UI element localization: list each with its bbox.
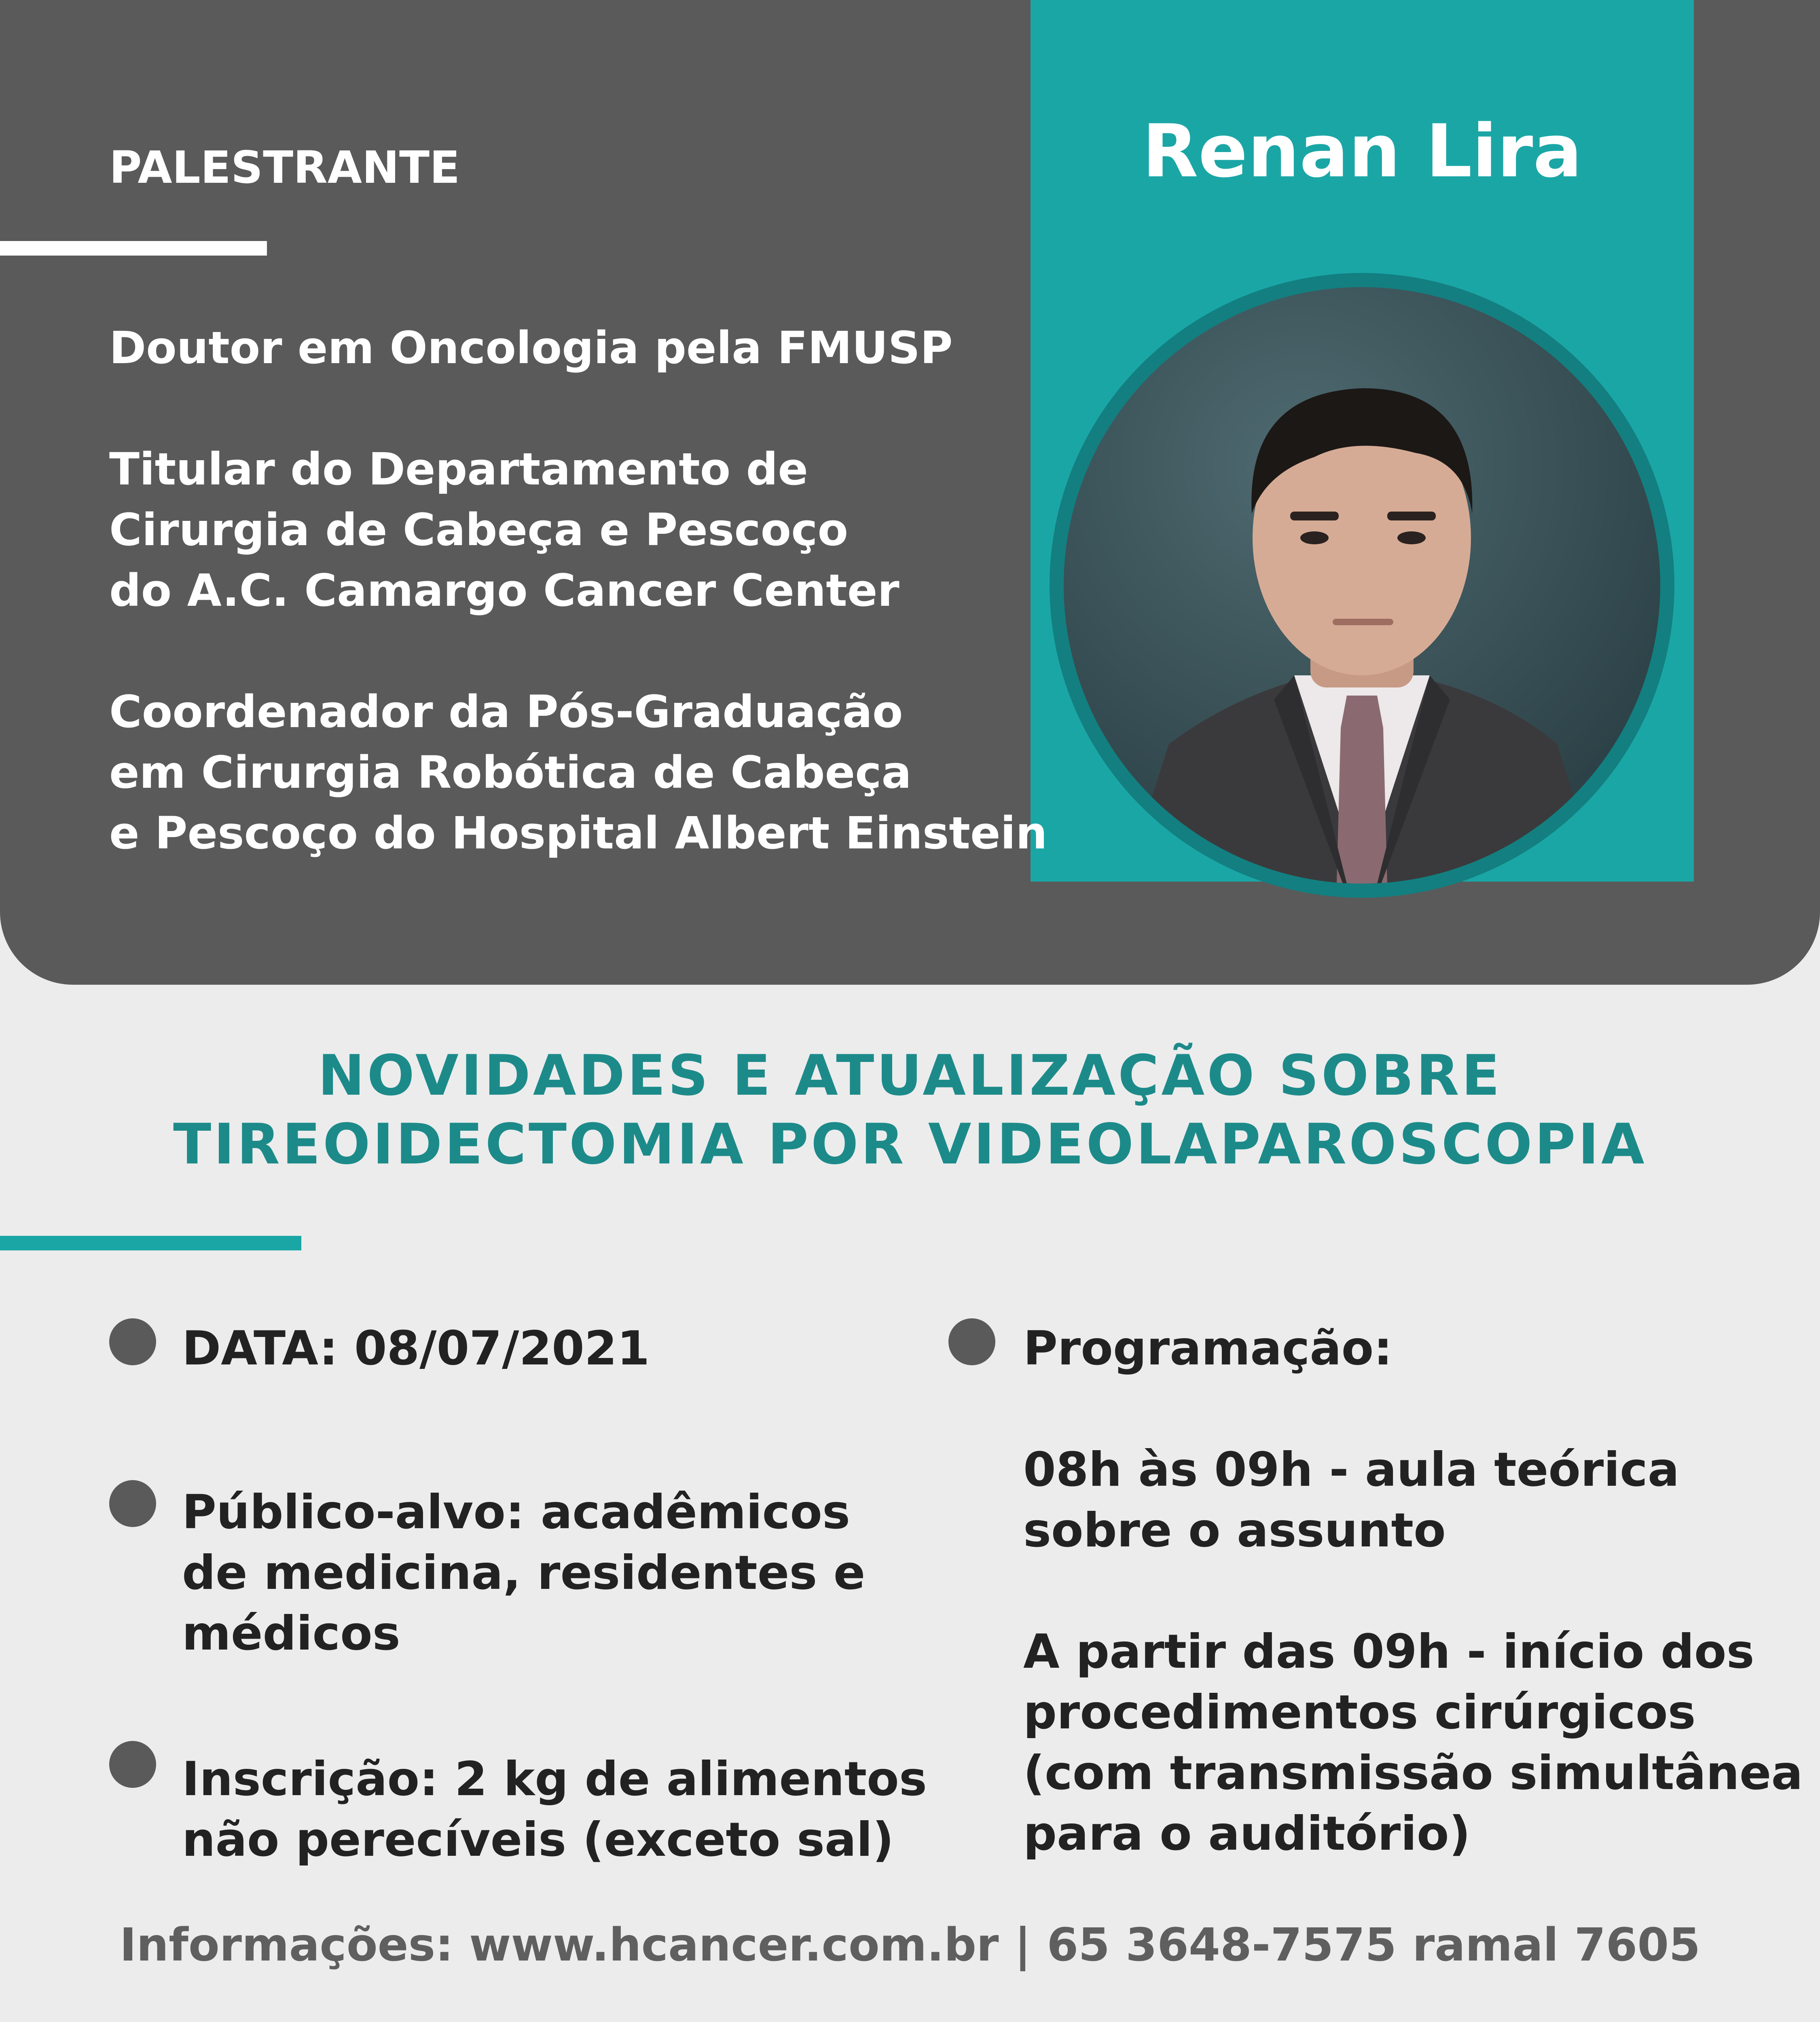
bullet-icon [109, 1318, 156, 1365]
speaker-bio-coordination: Coordenador da Pós-Graduação em Cirurgia Robótica de Cabeça e Pescoço do Hospital Albert Einstein [109, 686, 1048, 859]
speaker-photo [1050, 273, 1674, 898]
speaker-portrait-illustration [1064, 287, 1660, 884]
divider [0, 1236, 301, 1250]
event-title [0, 1041, 1820, 1179]
event-date: DATA: 08/07/2021 [182, 1321, 650, 1376]
programacao-label: Programação: [1023, 1321, 1393, 1376]
divider [0, 241, 267, 256]
speaker-label: PALESTRANTE [109, 142, 460, 193]
event-registration: Inscrição: 2 kg de alimentos não perecíveis (exceto sal) [182, 1752, 927, 1867]
bullet-icon [109, 1741, 156, 1788]
event-title-line-1: NOVIDADES E ATUALIZAÇÃO SOBRE [317, 1043, 1502, 1108]
programacao-item: A partir das 09h - início dos procedimentos cirúrgicos (com transmissão simultânea para o auditório) [1023, 1624, 1803, 1861]
contact-info: Informações: www.hcancer.com.br | 65 3648-7575 ramal 7605 [119, 1919, 1701, 1971]
speaker-bio-position: Titular do Departamento de Cirurgia de Cabeça e Pescoço do A.C. Camargo Cancer Center [109, 443, 899, 616]
programacao-item: 08h às 09h - aula teórica sobre o assunto [1023, 1442, 1680, 1558]
speaker-name: Renan Lira [1142, 109, 1582, 194]
speaker-bio-degree: Doutor em Oncologia pela FMUSP [109, 322, 953, 374]
event-title-line-2: TIREOIDECTOMIA POR VIDEOLAPAROSCOPIA [173, 1112, 1647, 1177]
bullet-icon [109, 1480, 156, 1527]
event-audience: Público-alvo: acadêmicos de medicina, residentes e médicos [182, 1485, 866, 1661]
bullet-icon [948, 1318, 995, 1365]
